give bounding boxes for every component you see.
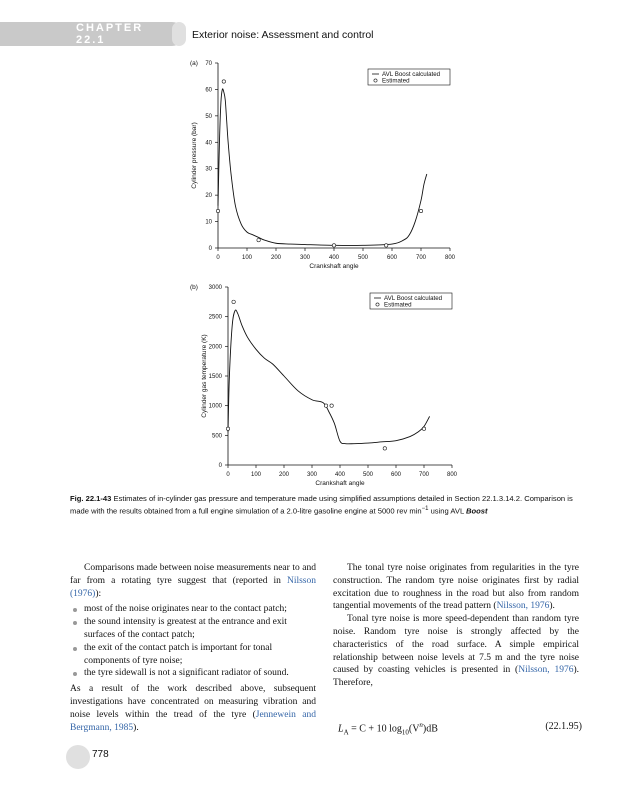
chart-a-cylinder-pressure — [190, 60, 456, 270]
estimated-point — [226, 427, 229, 430]
y-axis-label: Cylinder pressure (bar) — [191, 122, 198, 189]
y-tick-label: 2500 — [208, 314, 222, 321]
list-item: the exit of the contact patch is important for tonal components of tyre noise; — [70, 642, 316, 668]
legend-marker-swatch — [374, 79, 377, 82]
y-tick-label: 10 — [205, 219, 212, 226]
figure-caption — [70, 494, 590, 517]
panel-label: (a) — [190, 60, 198, 67]
estimated-point — [222, 80, 225, 83]
x-tick-label: 100 — [250, 472, 262, 478]
text: Comparisons made between noise measurements near to and far from a rotating tyre suggest that (reported in — [70, 563, 316, 586]
left-paragraph-2 — [70, 683, 316, 734]
text: ). Therefore, — [333, 665, 580, 689]
chapter-label: CHAPTER 22.1 — [76, 22, 144, 46]
y-tick-label: 3000 — [208, 285, 222, 291]
y-tick-label: 60 — [205, 87, 212, 94]
x-tick-label: 400 — [334, 472, 346, 478]
caption-text-after: using AVL — [428, 506, 467, 516]
x-tick-label: 600 — [386, 255, 398, 261]
estimated-point — [385, 244, 388, 247]
right-column — [333, 562, 579, 690]
equation-22-1-95 — [338, 721, 582, 736]
x-tick-label: 800 — [446, 472, 458, 478]
estimated-point — [383, 447, 386, 450]
text: As a result of the work described above, subsequent investigations have concentrated on measuring vibration and noise levels within the tread of the tyre ( — [70, 684, 316, 720]
estimated-point — [232, 300, 235, 303]
page-number: 778 — [92, 749, 109, 760]
y-axis-label: Cylinder gas temperature (K) — [201, 334, 208, 418]
estimated-point — [422, 427, 425, 430]
panel-label: (b) — [190, 284, 198, 291]
citation-link[interactable]: Jennewein and Bergmann, 1985 — [70, 709, 316, 733]
text: ). — [549, 601, 555, 612]
citation-link[interactable]: Nilsson, 1976 — [518, 665, 574, 676]
x-axis-label: Crankshaft angle — [315, 480, 365, 487]
legend-entry: AVL Boost calculated — [384, 295, 443, 302]
series-line — [228, 310, 430, 444]
list-item: the tyre sidewall is not a significant radiator of sound. — [70, 667, 316, 680]
y-tick-label: 0 — [208, 246, 212, 252]
y-tick-label: 20 — [205, 193, 212, 200]
y-tick-label: 1500 — [208, 374, 222, 380]
page-number-marker — [66, 745, 90, 769]
x-tick-label: 200 — [278, 472, 290, 478]
equation-number: (22.1.95) — [545, 721, 582, 732]
y-tick-label: 50 — [205, 113, 212, 120]
y-tick-label: 1000 — [208, 403, 222, 410]
estimated-point — [324, 404, 327, 407]
estimated-point — [419, 209, 422, 212]
x-tick-label: 0 — [216, 255, 220, 261]
x-tick-label: 400 — [328, 255, 340, 261]
estimated-point — [332, 244, 335, 247]
x-tick-label: 600 — [390, 472, 402, 478]
eq-rhs-c: )dB — [422, 723, 438, 735]
y-tick-label: 30 — [205, 166, 212, 173]
text: ): — [95, 588, 102, 599]
x-tick-label: 700 — [418, 472, 430, 478]
caption-superscript: −1 — [421, 506, 429, 512]
x-tick-label: 300 — [299, 255, 311, 261]
y-tick-label: 40 — [205, 140, 212, 147]
y-tick-label: 70 — [205, 61, 212, 67]
legend-entry: Estimated — [384, 301, 412, 309]
legend-entry: Estimated — [382, 77, 410, 85]
eq-rhs-a: = C + 10 log — [348, 723, 402, 735]
legend-entry: AVL Boost calculated — [382, 71, 441, 78]
chart-b-cylinder-temperature — [190, 284, 458, 487]
figure-label: Fig. 22.1-43 — [70, 494, 112, 503]
equation-body — [338, 721, 438, 736]
y-tick-label: 2000 — [208, 344, 222, 351]
citation-link[interactable]: Nilsson (1976) — [70, 575, 316, 599]
series-line — [218, 89, 427, 246]
x-tick-label: 800 — [444, 255, 456, 261]
x-tick-label: 500 — [357, 255, 369, 261]
caption-text: Estimates of in-cylinder gas pressure and temperature made using simplified assumptions detailed in Section 22.1.3.14.2. Comparison is made with the results obtained from a full engine simulation of a 2.0-litre gasoline engine at 5000 rev min — [70, 494, 573, 516]
eq-exp: n — [419, 721, 423, 729]
right-paragraph-1 — [333, 562, 579, 613]
list-item: the sound intensity is greatest at the entrance and exit surfaces of the contact patch; — [70, 616, 316, 642]
x-tick-label: 300 — [306, 472, 318, 478]
left-column — [70, 562, 316, 734]
caption-boost: Boost — [466, 506, 488, 516]
x-tick-label: 700 — [415, 255, 427, 261]
bullet-list — [70, 603, 316, 680]
y-tick-label: 500 — [211, 433, 222, 440]
estimated-point — [257, 238, 260, 241]
estimated-point — [330, 404, 333, 407]
eq-lhs-sub: A — [343, 728, 349, 737]
text: The tonal tyre noise originates from regularities in the tyre construction. The random tyre noise originates first by radial excitation due to roughness in the road but also from random tangential movements of the tread pattern ( — [333, 563, 579, 612]
estimated-point — [216, 209, 219, 212]
left-paragraph-1 — [70, 562, 316, 600]
x-axis-label: Crankshaft angle — [309, 263, 359, 270]
x-tick-label: 0 — [226, 472, 230, 478]
eq-lhs: L — [338, 723, 344, 735]
y-tick-label: 0 — [218, 463, 222, 469]
chapter-title: Exterior noise: Assessment and control — [192, 29, 374, 41]
citation-link[interactable]: Nilsson, 1976 — [496, 601, 550, 612]
eq-rhs-b: (V — [408, 723, 420, 735]
eq-log-sub: 10 — [401, 728, 409, 737]
list-item: most of the noise originates near to the contact patch; — [70, 603, 316, 616]
x-tick-label: 500 — [362, 472, 374, 478]
text: Tonal tyre noise is more speed-dependent than random tyre noise. Random tyre noise is strongly affected by the characteristics of the road surface. A simple empirical relationship between noise levels at 7.5 m and the tyre noise caused by coasting vehicles is presented in ( — [333, 614, 579, 676]
x-tick-label: 100 — [241, 255, 253, 261]
right-paragraph-2 — [333, 613, 579, 690]
text: ). — [133, 722, 139, 733]
x-tick-label: 200 — [270, 255, 282, 261]
legend-marker-swatch — [376, 303, 379, 306]
